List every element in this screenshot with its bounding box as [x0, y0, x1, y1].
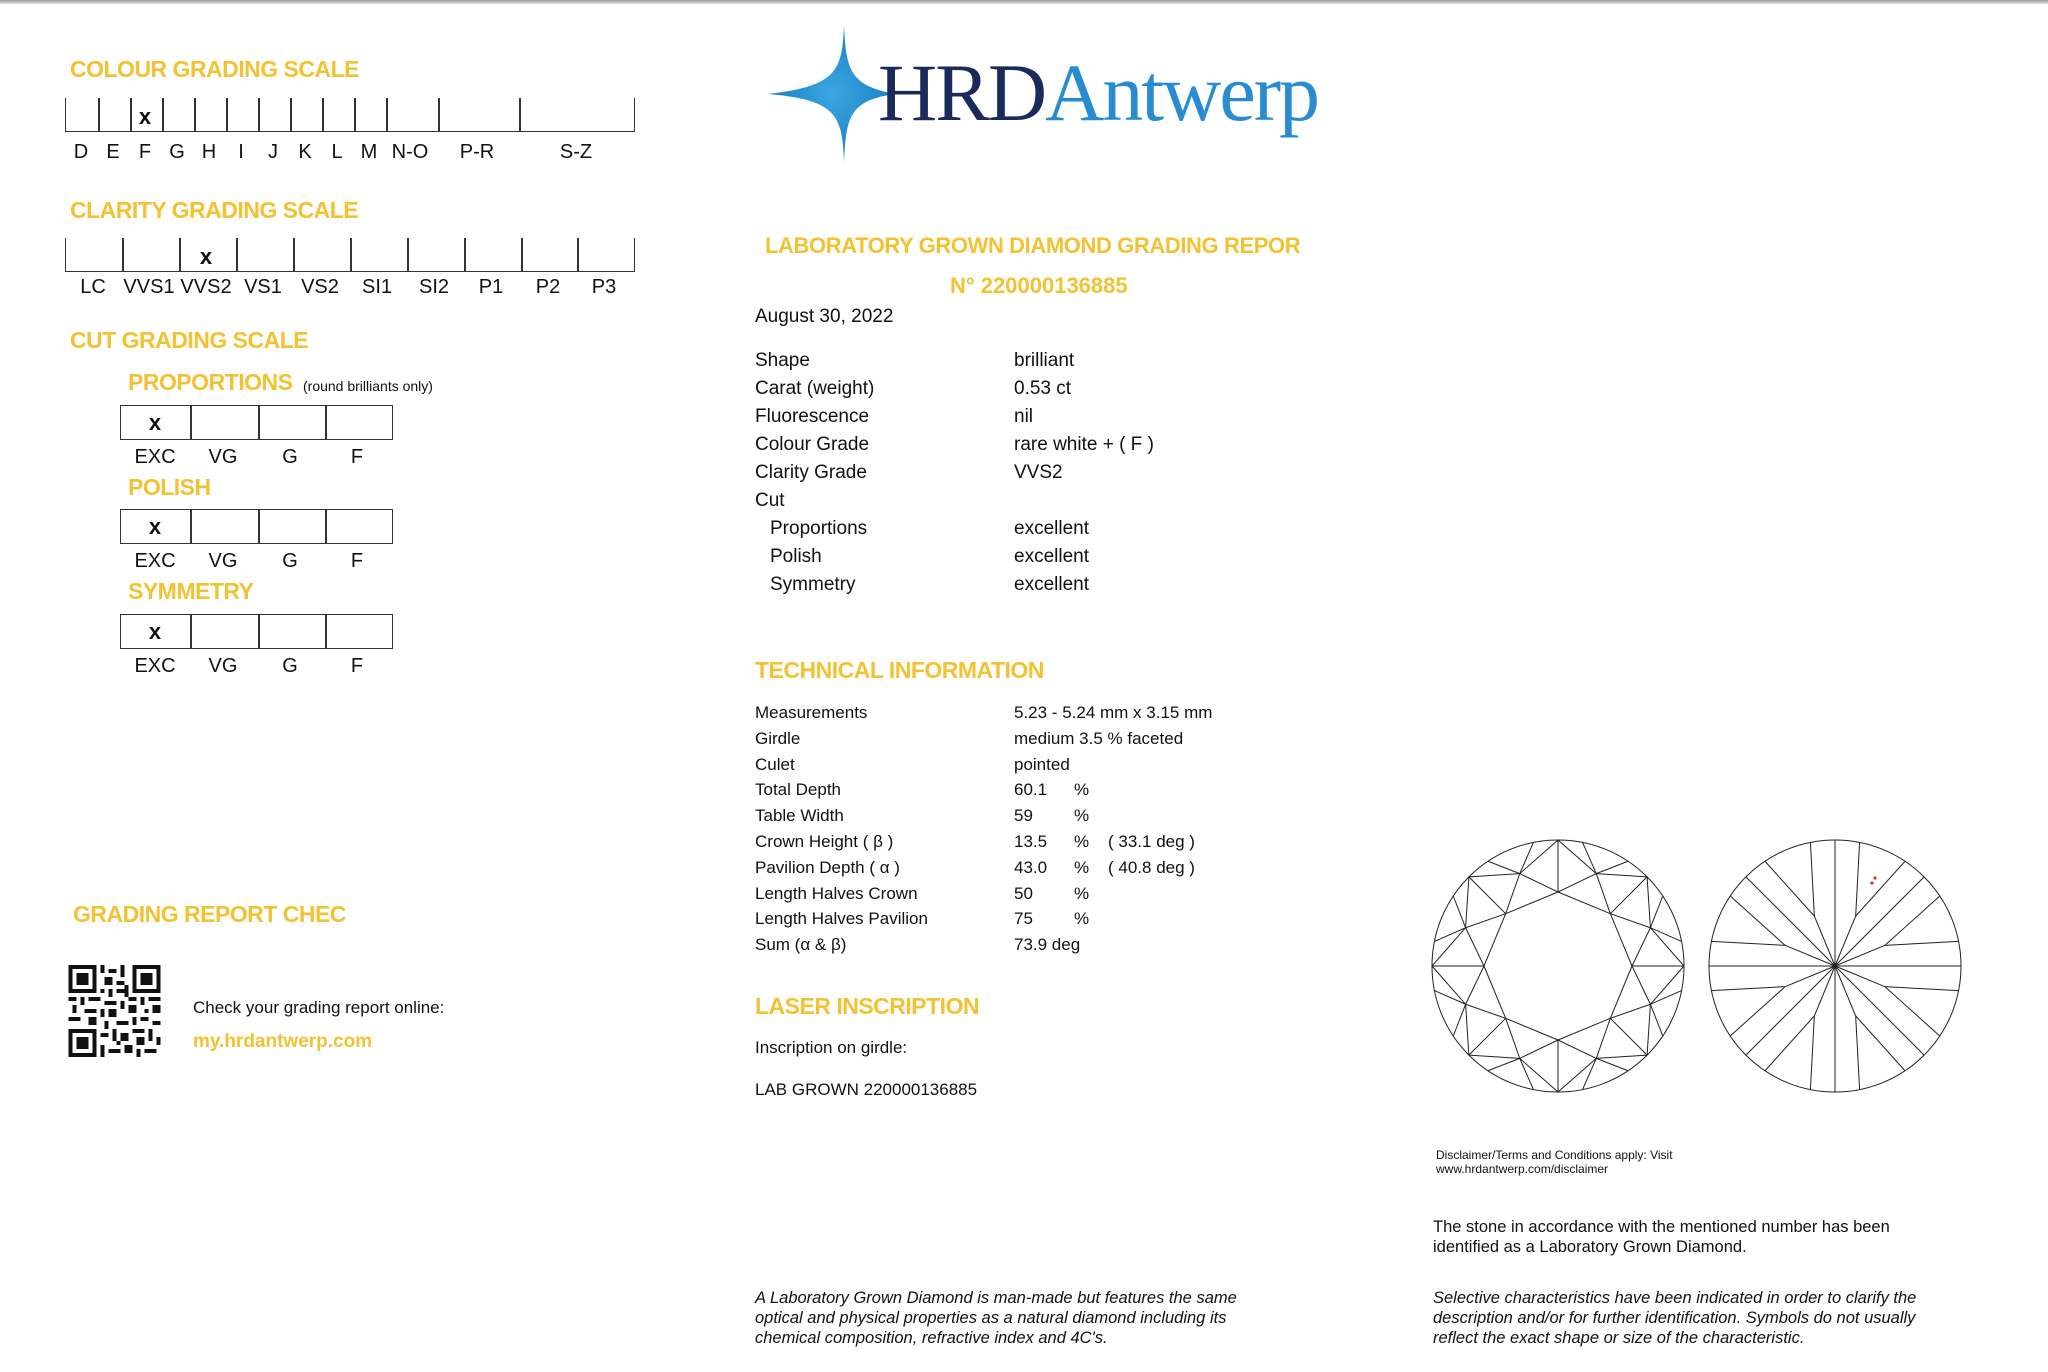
symmetry-scale-label: VG	[208, 655, 238, 677]
technical-value: 75	[1014, 909, 1033, 929]
technical-label: Sum (α & β)	[755, 935, 847, 955]
star-facet	[1558, 874, 1596, 892]
star-facet	[1596, 1018, 1610, 1058]
laser-label: Inscription on girdle:	[755, 1038, 908, 1057]
lower-girdle-facet	[1810, 842, 1814, 916]
identified-line-1: The stone in accordance with the mentioned number has been	[1433, 1218, 1890, 1236]
kite-edge	[1647, 1004, 1650, 1055]
symmetry-scale-label: G	[282, 655, 298, 677]
clarity-scale-divider	[521, 238, 523, 271]
colour-scale-label: D	[73, 141, 89, 163]
clarity-scale-label: P3	[591, 276, 617, 298]
grading-value: brilliant	[1014, 350, 1075, 371]
grading-value: excellent	[1014, 546, 1089, 567]
technical-label: Length Halves Pavilion	[755, 909, 928, 929]
star-facet	[1506, 1018, 1520, 1058]
clarity-scale-divider	[122, 238, 124, 271]
colour-scale-label: I	[238, 141, 244, 163]
selective-note	[1433, 1288, 1916, 1348]
star-facet	[1466, 914, 1506, 928]
upper-girdle-facet	[1453, 1004, 1465, 1036]
grading-label: Colour Grade	[755, 434, 870, 455]
colour-scale-label: P-R	[459, 141, 495, 163]
lab-grown-note	[755, 1288, 1237, 1348]
grading-value: nil	[1014, 406, 1034, 427]
polish-scale-divider	[325, 510, 327, 543]
grading-label: Carat (weight)	[755, 378, 875, 399]
technical-value: 50	[1014, 883, 1033, 903]
grading-value: 0.53 ct	[1014, 378, 1072, 399]
colour-scale-label: S-Z	[559, 141, 593, 163]
technical-extra: ( 40.8 deg )	[1108, 857, 1195, 877]
upper-girdle-facet	[1520, 1058, 1534, 1089]
technical-label: Length Halves Crown	[755, 883, 918, 903]
kite-edge	[1647, 877, 1650, 928]
colour-scale-label: G	[169, 141, 185, 163]
kite-edge	[1520, 1058, 1558, 1092]
polish-scale-divider	[190, 510, 192, 543]
clarity-scale-divider	[577, 238, 579, 271]
clarity-scale-divider	[407, 238, 409, 271]
colour-scale-label: F	[138, 141, 152, 163]
grading-label: Fluorescence	[755, 406, 870, 427]
star-facet	[1466, 966, 1484, 1004]
selective-line-3: reflect the exact shape or size of the characteristic.	[1433, 1329, 1805, 1347]
technical-value: medium 3.5 % faceted	[1014, 728, 1184, 748]
upper-girdle-facet	[1583, 842, 1597, 873]
kite-edge	[1650, 928, 1684, 966]
logo-hrd: HRD	[878, 47, 1046, 138]
upper-girdle-facet	[1434, 991, 1465, 1005]
technical-unit: %	[1074, 780, 1090, 800]
clarity-scale-label: LC	[80, 276, 106, 298]
grading-label: Shape	[755, 350, 810, 371]
technical-unit: %	[1074, 806, 1090, 826]
upper-girdle-facet	[1434, 928, 1465, 942]
proportions-scale-label: G	[282, 446, 298, 468]
colour-scale-divider	[519, 98, 521, 131]
selective-line-2: description and/or for further identification. Symbols do not usually	[1433, 1309, 1916, 1327]
lower-girdle-facet	[1711, 941, 1785, 945]
kite-edge	[1466, 877, 1469, 928]
report-number: N° 220000136885	[950, 273, 1128, 298]
clarity-scale-title: CLARITY GRADING SCALE	[70, 197, 359, 223]
grading-label: Polish	[770, 546, 822, 567]
polish-scale-divider	[258, 510, 260, 543]
lab-grown-line-1: A Laboratory Grown Diamond is man-made but features the same	[755, 1289, 1237, 1307]
clarity-scale-selected-mark: x	[199, 244, 213, 269]
polish-title: POLISH	[128, 474, 211, 500]
lower-girdle-facet	[1856, 1016, 1860, 1090]
upper-girdle-facet	[1596, 861, 1628, 873]
grading-value: excellent	[1014, 518, 1089, 539]
kite-facet	[1610, 877, 1647, 914]
technical-unit: %	[1074, 909, 1090, 929]
star-facet	[1610, 914, 1650, 928]
lower-girdle-facet	[1885, 941, 1959, 945]
star-facet	[1520, 1040, 1558, 1058]
grading-value: VVS2	[1014, 462, 1063, 483]
colour-scale-divider	[162, 98, 164, 131]
kite-edge	[1558, 1058, 1596, 1092]
table-edge	[1610, 966, 1632, 1018]
colour-scale-divider	[98, 98, 100, 131]
clarity-scale-divider	[293, 238, 295, 271]
upper-girdle-facet	[1650, 991, 1681, 1005]
upper-girdle-facet	[1596, 1058, 1628, 1070]
grading-label: Proportions	[770, 518, 868, 539]
grading-value: excellent	[1014, 574, 1089, 595]
kite-edge	[1558, 840, 1596, 874]
disclaimer[interactable]	[1436, 1148, 1673, 1176]
disclaimer-line-2: www.hrdantwerp.com/disclaimer	[1436, 1162, 1609, 1176]
kite-edge	[1596, 1055, 1647, 1058]
colour-scale-label: J	[268, 141, 278, 163]
grading-label: Clarity Grade	[755, 462, 867, 483]
clarity-scale-label: P2	[535, 276, 561, 298]
clarity-scale-label: VS2	[301, 276, 339, 298]
technical-value: 60.1	[1014, 780, 1048, 800]
proportions-note: (round brilliants only)	[303, 378, 433, 394]
report-title: LABORATORY GROWN DIAMOND GRADING REPOR	[765, 233, 1301, 258]
technical-label: Table Width	[755, 806, 844, 826]
brand-logo	[878, 48, 1318, 138]
kite-edge	[1650, 966, 1684, 1004]
selective-line-1: Selective characteristics have been indicated in order to clarify the	[1433, 1289, 1917, 1307]
upper-girdle-facet	[1488, 1058, 1520, 1070]
lower-girdle-facet	[1885, 896, 1940, 945]
lower-girdle-facet	[1730, 987, 1785, 1036]
table-edge	[1558, 1018, 1610, 1040]
lower-girdle-facet	[1810, 1016, 1814, 1090]
technical-value: 43.0	[1014, 857, 1048, 877]
cut-scale-title: CUT GRADING SCALE	[70, 327, 309, 353]
qr-code-icon[interactable]	[68, 965, 161, 1057]
colour-scale-label: K	[298, 141, 312, 163]
colour-scale-label: M	[360, 141, 378, 163]
technical-label: Crown Height ( β )	[755, 832, 894, 851]
star-facet	[1506, 874, 1520, 914]
kite-edge	[1432, 928, 1466, 966]
check-text: Check your grading report online:	[193, 998, 445, 1017]
colour-scale-divider	[130, 98, 132, 131]
top-border	[0, 0, 2048, 4]
clarity-scale-label: VVS2	[180, 276, 232, 298]
symmetry-scale-label: F	[350, 655, 364, 677]
check-title: GRADING REPORT CHEC	[73, 901, 346, 927]
lab-grown-line-3: chemical composition, refractive index and 4C's.	[755, 1329, 1108, 1347]
technical-title: TECHNICAL INFORMATION	[755, 657, 1044, 683]
technical-value: 73.9 deg	[1014, 935, 1081, 955]
pavilion-diagram-icon	[1705, 836, 1965, 1096]
upper-girdle-facet	[1650, 928, 1681, 942]
kite-edge	[1469, 874, 1520, 877]
symmetry-title: SYMMETRY	[128, 578, 254, 604]
table-edge	[1484, 966, 1506, 1018]
proportions-scale-label: VG	[208, 446, 238, 468]
proportions-scale-label: F	[350, 446, 364, 468]
colour-scale-divider	[354, 98, 356, 131]
table-edge	[1610, 914, 1632, 966]
upper-girdle-facet	[1488, 861, 1520, 873]
proportions-scale-selected-mark: x	[148, 410, 162, 435]
kite-facet	[1610, 1018, 1647, 1055]
kite-facet	[1469, 1018, 1506, 1055]
disclaimer-line-1: Disclaimer/Terms and Conditions apply: Visit	[1436, 1148, 1673, 1162]
colour-scale-divider	[386, 98, 388, 131]
kite-edge	[1466, 1004, 1469, 1055]
laser-text: LAB GROWN 220000136885	[755, 1080, 978, 1099]
colour-scale-divider	[290, 98, 292, 131]
star-facet	[1466, 928, 1484, 966]
clarity-scale-divider	[464, 238, 466, 271]
lower-girdle-facet	[1856, 861, 1905, 916]
polish-scale-label: F	[350, 550, 364, 572]
technical-label: Pavilion Depth ( α )	[755, 857, 900, 877]
star-facet	[1632, 928, 1650, 966]
lower-girdle-facet	[1856, 842, 1860, 916]
grading-label: Cut	[755, 490, 785, 511]
proportions-scale-divider	[325, 406, 327, 439]
polish-scale-label: G	[282, 550, 298, 572]
colour-scale-label: E	[106, 141, 120, 163]
kite-edge	[1520, 840, 1558, 874]
colour-scale-label: N-O	[391, 141, 429, 163]
upper-girdle-facet	[1650, 896, 1662, 928]
proportions-scale-label: EXC	[134, 446, 176, 468]
star-facet	[1466, 1004, 1506, 1018]
identified-line-2: identified as a Laboratory Grown Diamond.	[1433, 1238, 1747, 1256]
star-facet	[1520, 874, 1558, 892]
technical-value: 59	[1014, 806, 1033, 826]
technical-value: 13.5	[1014, 832, 1048, 851]
kite-edge	[1432, 966, 1466, 1004]
upper-girdle-facet	[1520, 842, 1534, 873]
identified-note	[1433, 1217, 1890, 1257]
symmetry-scale-divider	[258, 615, 260, 648]
clarity-scale-label: SI2	[418, 276, 450, 298]
star-facet	[1610, 1004, 1650, 1018]
clarity-scale-divider	[236, 238, 238, 271]
polish-scale-selected-mark: x	[148, 514, 162, 539]
clarity-scale-label: SI1	[361, 276, 393, 298]
colour-scale-divider	[322, 98, 324, 131]
colour-scale-divider	[194, 98, 196, 131]
technical-value: 5.23 - 5.24 mm x 3.15 mm	[1014, 703, 1213, 722]
star-facet	[1632, 966, 1650, 1004]
technical-label: Total Depth	[755, 780, 841, 800]
laser-title: LASER INSCRIPTION	[755, 993, 980, 1019]
technical-unit: %	[1074, 857, 1090, 877]
table-edge	[1506, 892, 1558, 914]
lower-girdle-facet	[1885, 987, 1959, 991]
technical-unit: %	[1074, 832, 1090, 851]
technical-label: Measurements	[755, 703, 868, 722]
colour-scale-divider	[258, 98, 260, 131]
lower-girdle-facet	[1765, 861, 1814, 916]
colour-scale-label: L	[331, 141, 343, 163]
table-edge	[1558, 892, 1610, 914]
table-edge	[1484, 914, 1506, 966]
colour-scale-label: H	[201, 141, 217, 163]
lower-girdle-facet	[1765, 1016, 1814, 1071]
polish-scale-label: EXC	[134, 550, 176, 572]
grading-label: Symmetry	[770, 574, 856, 595]
clarity-scale-box	[65, 238, 635, 272]
technical-value: pointed	[1014, 754, 1070, 774]
lab-grown-line-2: optical and physical properties as a natural diamond including its	[755, 1309, 1227, 1327]
colour-scale-title: COLOUR GRADING SCALE	[70, 56, 359, 82]
proportions-title: PROPORTIONS	[128, 369, 293, 395]
colour-scale-divider	[438, 98, 440, 131]
clarity-scale-divider	[179, 238, 181, 271]
star-facet	[1558, 1040, 1596, 1058]
technical-label: Girdle	[755, 728, 801, 748]
colour-scale-divider	[226, 98, 228, 131]
polish-scale-label: VG	[208, 550, 238, 572]
logo-antwerp: Antwerp	[1045, 47, 1319, 138]
grading-value: rare white + ( F )	[1014, 434, 1154, 455]
proportions-scale-divider	[258, 406, 260, 439]
table-edge	[1506, 1018, 1558, 1040]
symmetry-scale-divider	[325, 615, 327, 648]
proportions-scale-divider	[190, 406, 192, 439]
upper-girdle-facet	[1453, 896, 1465, 928]
lower-girdle-facet	[1885, 987, 1940, 1036]
technical-unit: %	[1074, 883, 1090, 903]
crown-diagram-icon	[1428, 836, 1688, 1096]
clarity-scale-label: VS1	[244, 276, 282, 298]
technical-extra: ( 33.1 deg )	[1108, 832, 1195, 851]
symmetry-scale-selected-mark: x	[148, 619, 162, 644]
lower-girdle-facet	[1856, 1016, 1905, 1071]
kite-edge	[1469, 1055, 1520, 1058]
clarity-scale-label: P1	[478, 276, 504, 298]
clarity-scale-label: VVS1	[123, 276, 175, 298]
symmetry-scale-divider	[190, 615, 192, 648]
symmetry-scale-label: EXC	[134, 655, 176, 677]
kite-edge	[1596, 874, 1647, 877]
star-facet	[1596, 874, 1610, 914]
kite-facet	[1469, 877, 1506, 914]
colour-scale-selected-mark: x	[138, 104, 152, 129]
upper-girdle-facet	[1583, 1058, 1597, 1089]
clarity-scale-divider	[350, 238, 352, 271]
check-link[interactable]: my.hrdantwerp.com	[193, 1031, 373, 1052]
technical-label: Culet	[755, 754, 795, 774]
lower-girdle-facet	[1730, 896, 1785, 945]
upper-girdle-facet	[1650, 1004, 1662, 1036]
lower-girdle-facet	[1711, 987, 1785, 991]
report-date: August 30, 2022	[755, 306, 894, 327]
